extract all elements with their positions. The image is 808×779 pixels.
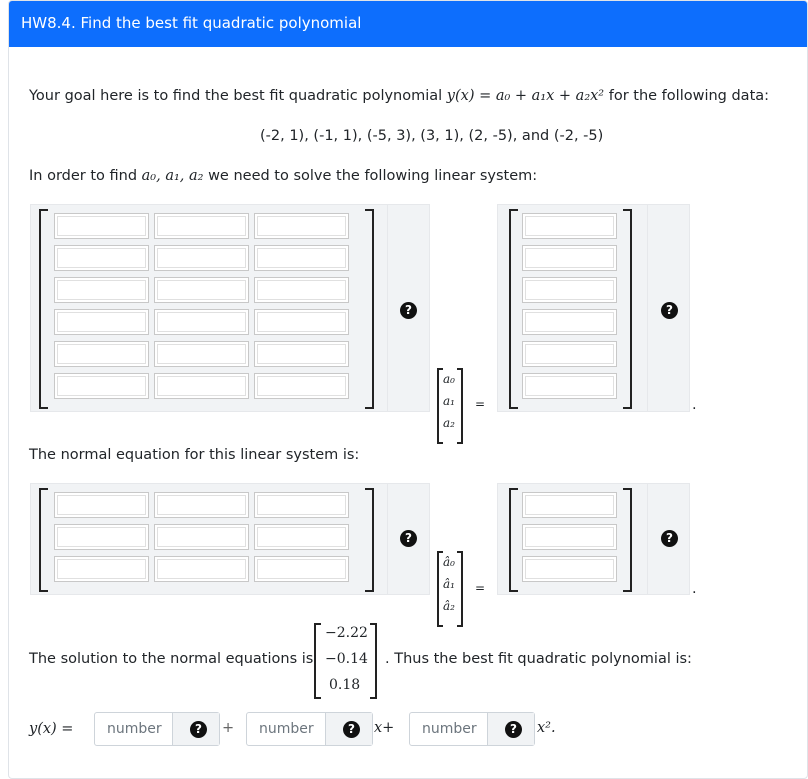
vector-b-cell-input[interactable]: [522, 245, 617, 271]
solution-right-bracket: [370, 623, 377, 699]
a0-placeholder: number: [107, 721, 162, 737]
normal-matrix-right-bracket: [365, 488, 374, 592]
vector-b-right-bracket: [623, 209, 632, 409]
normal-equation-text: The normal equation for this linear system is:: [29, 447, 360, 463]
solution-value: −2.22: [325, 625, 368, 641]
matrix-a-cell-input[interactable]: [154, 341, 249, 367]
normal-vector-right-bracket: [623, 488, 632, 592]
intro-lead: Your goal here is to find the best fit quadratic polynomial: [29, 88, 443, 104]
matrix-a-cell-input[interactable]: [254, 341, 349, 367]
normal-matrix-cell-input[interactable]: [154, 492, 249, 518]
solution-value: −0.14: [325, 651, 368, 667]
linear-lead: In order to find: [29, 168, 138, 184]
matrix-a-cell-input[interactable]: [154, 213, 249, 239]
intro-line: [29, 88, 769, 104]
normal-vector-cell-input[interactable]: [522, 524, 617, 550]
vector-a-entry: a₀: [443, 372, 455, 386]
vector-b-help-icon[interactable]: ?: [661, 302, 678, 319]
linear-vars: a₀, a₁, a₂: [141, 168, 204, 184]
vector-b-cell-input[interactable]: [522, 341, 617, 367]
solution-tail: . Thus the best fit quadratic polynomial is:: [385, 651, 692, 667]
question-header: [9, 1, 807, 47]
a1-placeholder: number: [259, 721, 314, 737]
vector-b-cell-input[interactable]: [522, 373, 617, 399]
vector-ahat: [437, 555, 461, 621]
a2-help-icon[interactable]: ?: [505, 721, 522, 738]
normal-matrix-cell-input[interactable]: [54, 556, 149, 582]
normal-matrix-cell-input[interactable]: [254, 556, 349, 582]
normal-vector-help-icon[interactable]: ?: [661, 530, 678, 547]
normal-matrix-cell-input[interactable]: [254, 524, 349, 550]
matrix-a-cell-input[interactable]: [154, 245, 249, 271]
question-title: HW8.4. Find the best fit quadratic polynomial: [21, 14, 362, 32]
normal-matrix-cell-input[interactable]: [54, 524, 149, 550]
matrix-a-cell-input[interactable]: [154, 309, 249, 335]
vector-b-left-bracket: [509, 209, 518, 409]
linear-tail: we need to solve the following linear system:: [208, 168, 538, 184]
normal-vector-left-bracket: [509, 488, 518, 592]
vector-ahat-entry: â₁: [443, 577, 455, 591]
normal-vector-cell-input[interactable]: [522, 492, 617, 518]
a0-help-icon[interactable]: ?: [190, 721, 207, 738]
solution-lead: The solution to the normal equations is: [29, 651, 314, 667]
matrix-a-cell-input[interactable]: [154, 277, 249, 303]
x-squared: x².: [537, 720, 556, 736]
normal-matrix-cell-input[interactable]: [254, 492, 349, 518]
intro-tail: for the following data:: [608, 88, 770, 104]
matrix-a-cell-input[interactable]: [154, 373, 249, 399]
normal-matrix-left-bracket: [39, 488, 48, 592]
matrix-a-cell-input[interactable]: [254, 277, 349, 303]
matrix-a-cell-input[interactable]: [254, 245, 349, 271]
normal-matrix-cell-input[interactable]: [154, 524, 249, 550]
a0-input[interactable]: [94, 712, 220, 746]
matrix-a-cell-input[interactable]: [254, 373, 349, 399]
a1-input[interactable]: [246, 712, 373, 746]
matrix-a-right-bracket: [365, 209, 374, 409]
solution-left-bracket: [314, 623, 321, 699]
normal-vector-cell-input[interactable]: [522, 556, 617, 582]
matrix-a-left-bracket: [39, 209, 48, 409]
linear-system-text: [29, 168, 537, 184]
period: .: [692, 397, 697, 413]
intro-formula: y(x) = a₀ + a₁x + a₂x²: [446, 88, 605, 104]
a2-input[interactable]: [409, 712, 535, 746]
vector-ahat-entry: â₂: [443, 599, 455, 613]
data-points: (-2, 1), (-1, 1), (-5, 3), (3, 1), (2, -5), and (-2, -5): [260, 128, 604, 144]
normal-matrix-help-icon[interactable]: ?: [400, 530, 417, 547]
polynomial-lhs: y(x) =: [29, 721, 74, 737]
matrix-a-help-icon[interactable]: ?: [400, 302, 417, 319]
vector-a-entry: a₂: [443, 416, 455, 430]
matrix-a-cell-input[interactable]: [54, 213, 149, 239]
vector-a-entry: a₁: [443, 394, 455, 408]
normal-matrix-cell-input[interactable]: [154, 556, 249, 582]
normal-matrix-cell-input[interactable]: [54, 492, 149, 518]
x-plus: x+: [374, 720, 395, 736]
equals-sign-2: =: [475, 581, 486, 595]
matrix-a-cell-input[interactable]: [254, 213, 349, 239]
equals-sign: =: [475, 397, 486, 411]
matrix-a-cell-input[interactable]: [54, 245, 149, 271]
a2-placeholder: number: [422, 721, 477, 737]
question-card: [8, 0, 808, 779]
vector-b-cell-input[interactable]: [522, 309, 617, 335]
matrix-a-cell-input[interactable]: [54, 373, 149, 399]
plus-sign: +: [222, 720, 235, 736]
matrix-a-cell-input[interactable]: [54, 277, 149, 303]
a1-help-icon[interactable]: ?: [343, 721, 360, 738]
matrix-a-cell-input[interactable]: [54, 341, 149, 367]
vector-b-cell-input[interactable]: [522, 277, 617, 303]
solution-value: 0.18: [329, 677, 361, 693]
matrix-a-cell-input[interactable]: [54, 309, 149, 335]
vector-a: [437, 372, 461, 438]
vector-b-cell-input[interactable]: [522, 213, 617, 239]
period-2: .: [692, 581, 697, 597]
vector-ahat-entry: â₀: [443, 555, 455, 569]
matrix-a-cell-input[interactable]: [254, 309, 349, 335]
